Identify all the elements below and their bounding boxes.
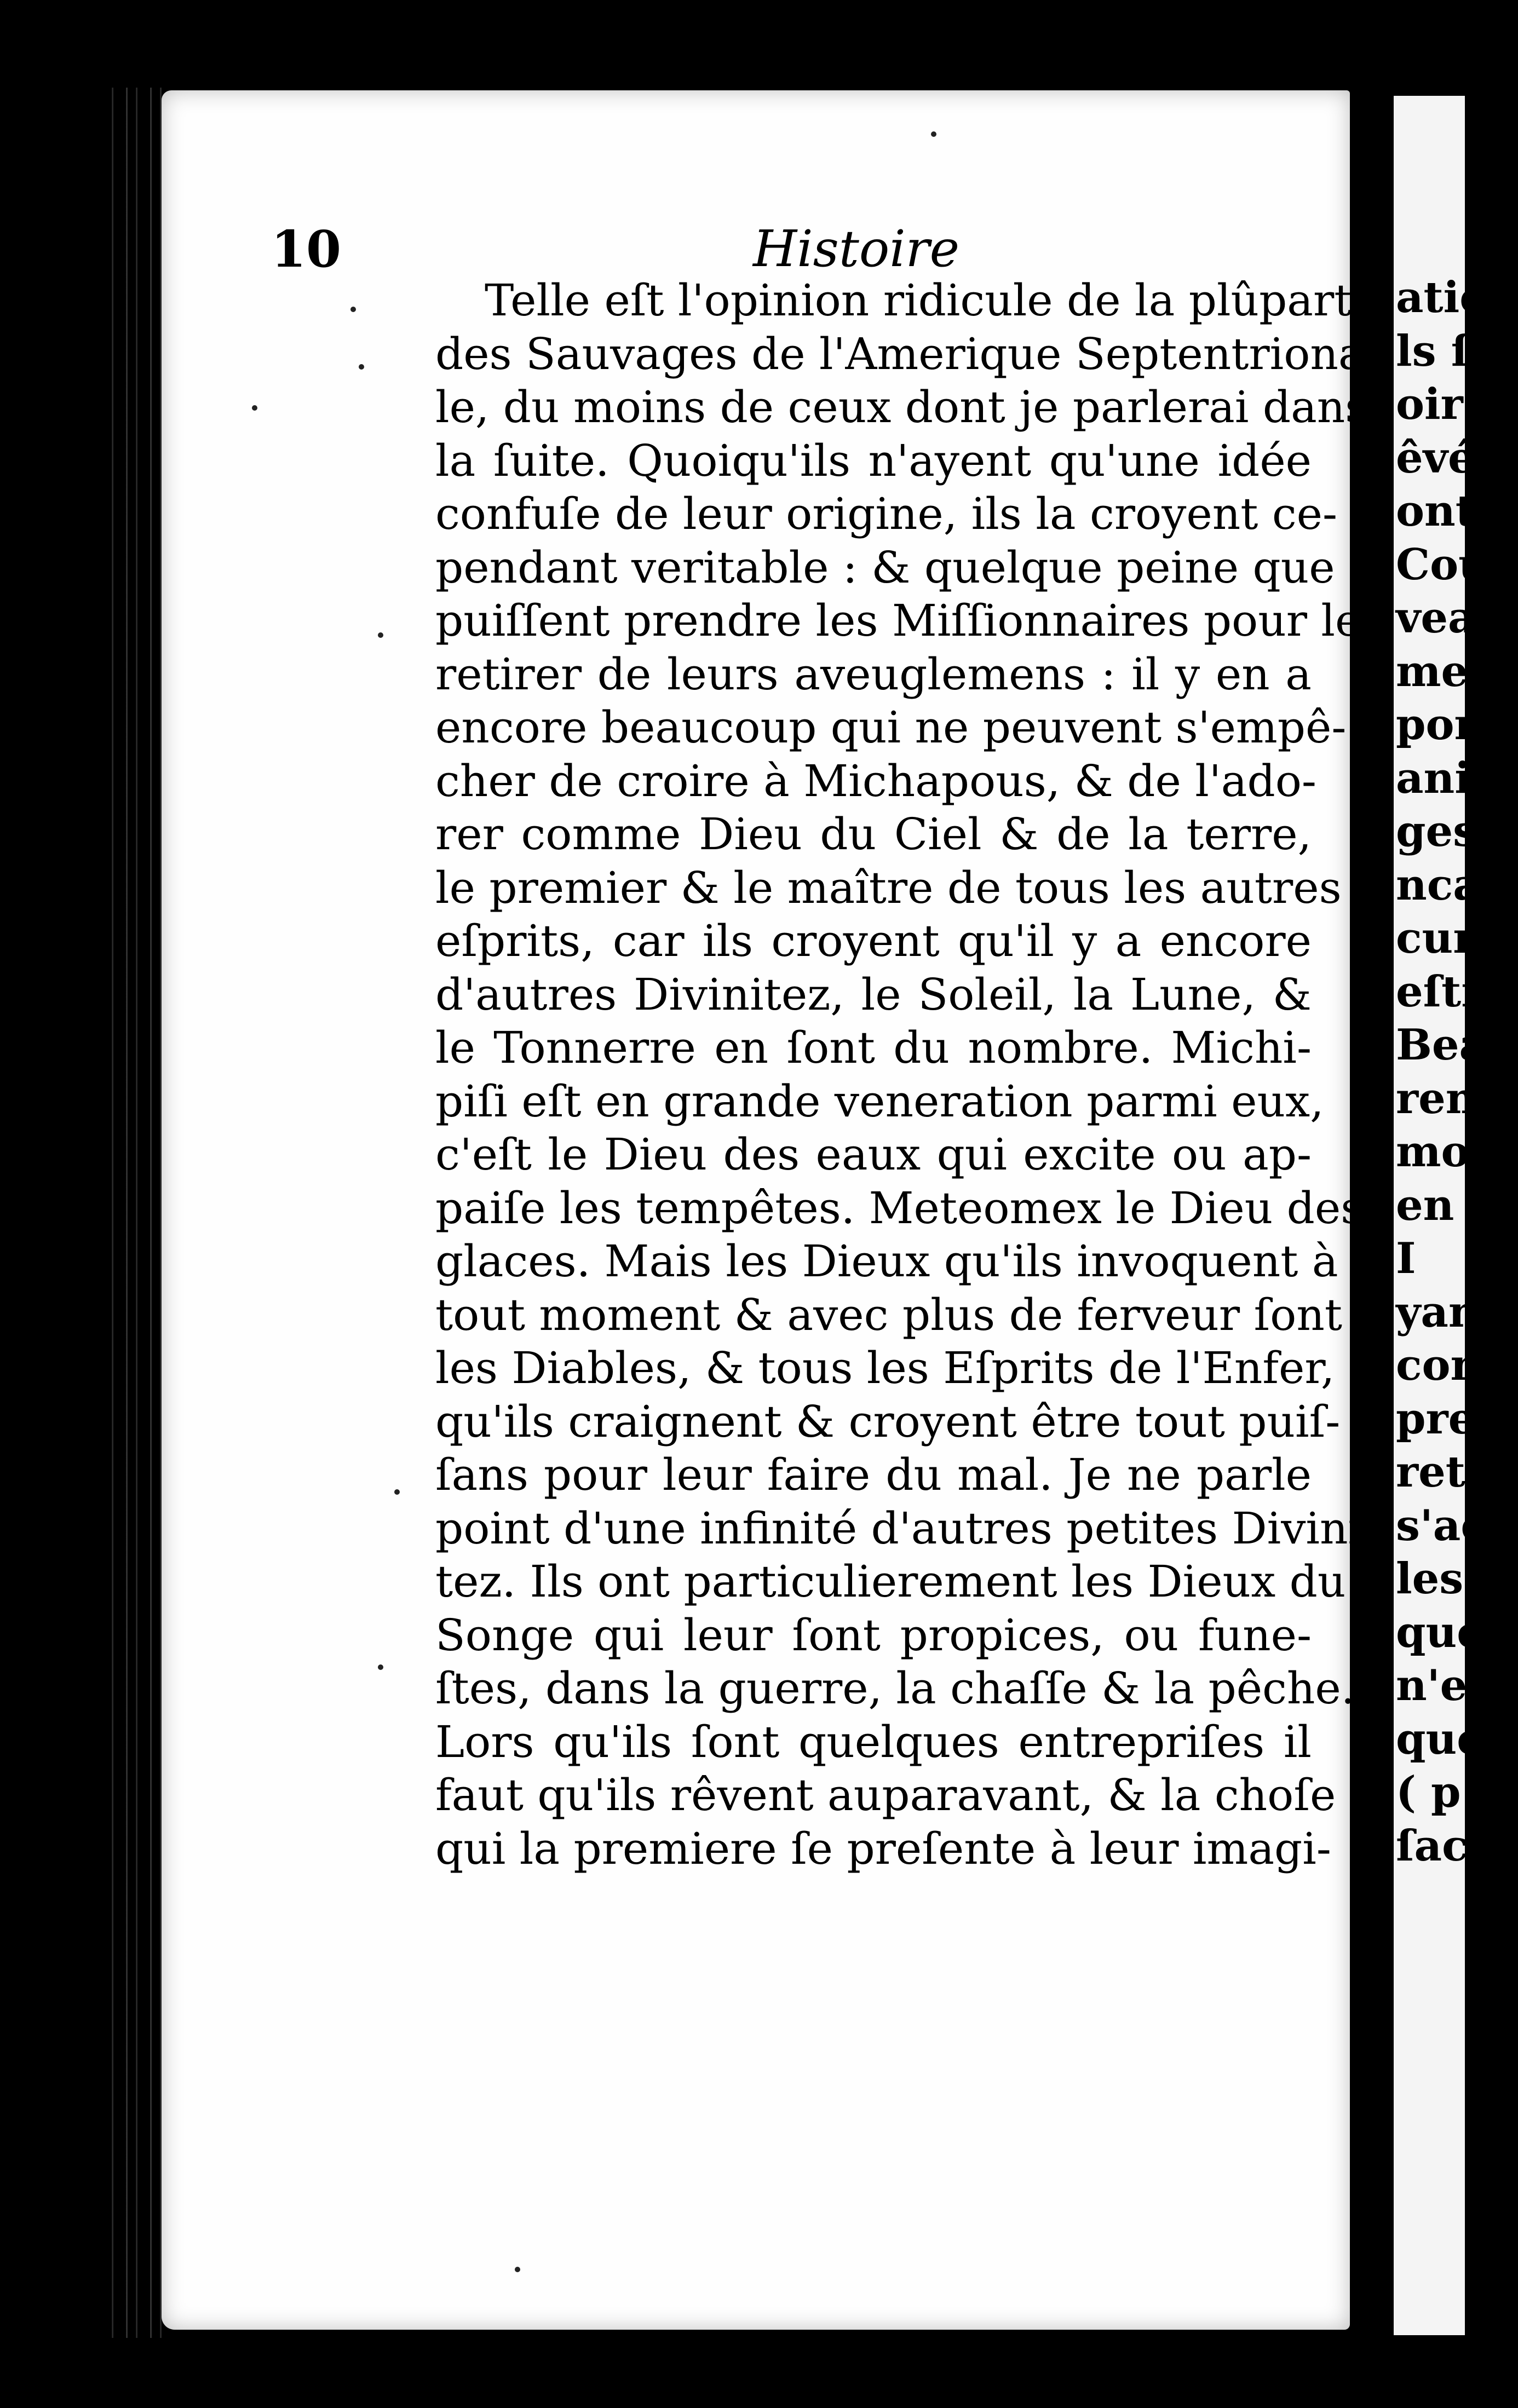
scan-speck xyxy=(252,405,257,411)
fragment-line: s'ac xyxy=(1396,1500,1487,1551)
text-line: tout moment & avec plus de ferveur ſont xyxy=(435,1289,1343,1340)
adjacent-page-text xyxy=(1396,271,1518,1873)
fragment-line: que xyxy=(1396,1714,1484,1764)
fragment-line: I xyxy=(1396,1234,1416,1283)
text-line: rer comme Dieu du Ciel & de la terre, xyxy=(435,809,1312,860)
text-line: puiſſent prendre les Miſſionnaires pour les xyxy=(435,595,1384,646)
fragment-line: en xyxy=(1396,1180,1454,1230)
text-line: des Sauvages de l'Amerique Septentriona- xyxy=(435,328,1379,379)
fragment-line: cun xyxy=(1396,913,1484,963)
text-line: eſprits, car ils croyent qu'il y a encore xyxy=(435,915,1312,966)
fragment-line: nca xyxy=(1396,860,1481,910)
fragment-line: ges xyxy=(1396,806,1477,856)
text-line: retirer de leurs aveuglemens : il y en a xyxy=(435,648,1312,700)
text-line: le, du moins de ceux dont je parlerai dans xyxy=(435,382,1368,433)
fragment-line: ls ſ xyxy=(1396,326,1470,376)
fragment-line: Cou xyxy=(1396,539,1490,590)
fragment-line: Beau xyxy=(1396,1020,1518,1070)
page-number: 10 xyxy=(271,220,342,279)
scan-speck xyxy=(359,364,364,370)
text-line: ſtes, dans la guerre, la chaſſe & la pêche. xyxy=(435,1663,1355,1714)
fragment-line: oir xyxy=(1396,379,1463,429)
fragment-line: ret xyxy=(1396,1447,1465,1497)
scan-speck xyxy=(378,1664,383,1670)
fragment-line: veau xyxy=(1396,593,1507,643)
text-line: Lors qu'ils ſont quelques entrepriſes il xyxy=(435,1716,1312,1767)
fragment-line: ont xyxy=(1396,486,1475,536)
text-line: Songe qui leur ſont propices, ou fune- xyxy=(435,1609,1312,1661)
fragment-line: atic xyxy=(1396,273,1486,322)
binding-gutter xyxy=(104,88,164,2338)
fragment-line: yan xyxy=(1396,1287,1480,1337)
fragment-line: con xyxy=(1396,1340,1482,1390)
text-line: qu'ils craignent & croyent être tout puiſ- xyxy=(435,1396,1341,1447)
text-line: d'autres Divinitez, le Soleil, la Lune, & xyxy=(435,969,1312,1020)
scan-speck xyxy=(515,2267,520,2272)
fragment-line: rem xyxy=(1396,1073,1491,1124)
text-line: les Diables, & tous les Eſprits de l'Enfer, xyxy=(435,1343,1335,1393)
text-line: piſi eſt en grande veneration parmi eux, xyxy=(435,1075,1324,1127)
text-line: le Tonnerre en ſont du nombre. Michi- xyxy=(435,1022,1312,1073)
text-line: faut qu'ils rêvent auparavant, & la choſe xyxy=(435,1770,1336,1821)
fragment-line: ( p xyxy=(1396,1767,1461,1817)
fragment-line: êvé xyxy=(1396,433,1475,483)
text-line: qui la premiere ſe preſente à leur imagi- xyxy=(435,1823,1331,1874)
text-line: le premier & le maître de tous les autres xyxy=(435,862,1342,913)
fragment-line: les xyxy=(1396,1554,1464,1604)
fragment-line: men xyxy=(1396,646,1499,696)
scan-speck xyxy=(394,1489,400,1495)
text-line: point d'une infinité d'autres petites Divini- xyxy=(435,1502,1377,1554)
fragment-line: que xyxy=(1396,1607,1484,1657)
fragment-line: n'e xyxy=(1396,1661,1468,1710)
text-line: paiſe les tempêtes. Meteomex le Dieu des xyxy=(435,1182,1364,1234)
fragment-line: mo xyxy=(1396,1127,1470,1177)
text-line: cher de croire à Michapous, & de l'ado- xyxy=(435,755,1316,806)
running-title: Histoire xyxy=(753,220,960,278)
text-line: pendant veritable : & quelque peine que xyxy=(435,541,1335,593)
adjacent-page-edge xyxy=(1394,96,1518,2335)
text-line: c'eſt le Dieu des eaux qui excite ou ap- xyxy=(435,1129,1312,1180)
fragment-line: anir xyxy=(1396,753,1493,803)
text-line: la ſuite. Quoiqu'ils n'ayent qu'une idée xyxy=(435,435,1312,486)
text-line: glaces. Mais les Dieux qu'ils invoquent à xyxy=(435,1236,1338,1287)
text-line: ſans pour leur faire du mal. Je ne parle xyxy=(435,1449,1312,1500)
fragment-line: ſac xyxy=(1396,1821,1468,1871)
fragment-line: pre xyxy=(1396,1393,1476,1444)
text-line: confuſe de leur origine, ils la croyent ce- xyxy=(435,488,1338,539)
scan-speck xyxy=(350,307,356,312)
text-line: Telle eſt l'opinion ridicule de la plûpart xyxy=(485,275,1352,326)
fragment-line: eſti xyxy=(1396,966,1477,1017)
text-line: tez. Ils ont particulierement les Dieux du xyxy=(435,1556,1346,1607)
fragment-line: port xyxy=(1396,700,1497,750)
scan-speck xyxy=(931,131,936,137)
text-line: encore beaucoup qui ne peuvent s'empê- xyxy=(435,702,1347,753)
body-text xyxy=(435,274,1384,1875)
scan-speck xyxy=(378,632,383,638)
